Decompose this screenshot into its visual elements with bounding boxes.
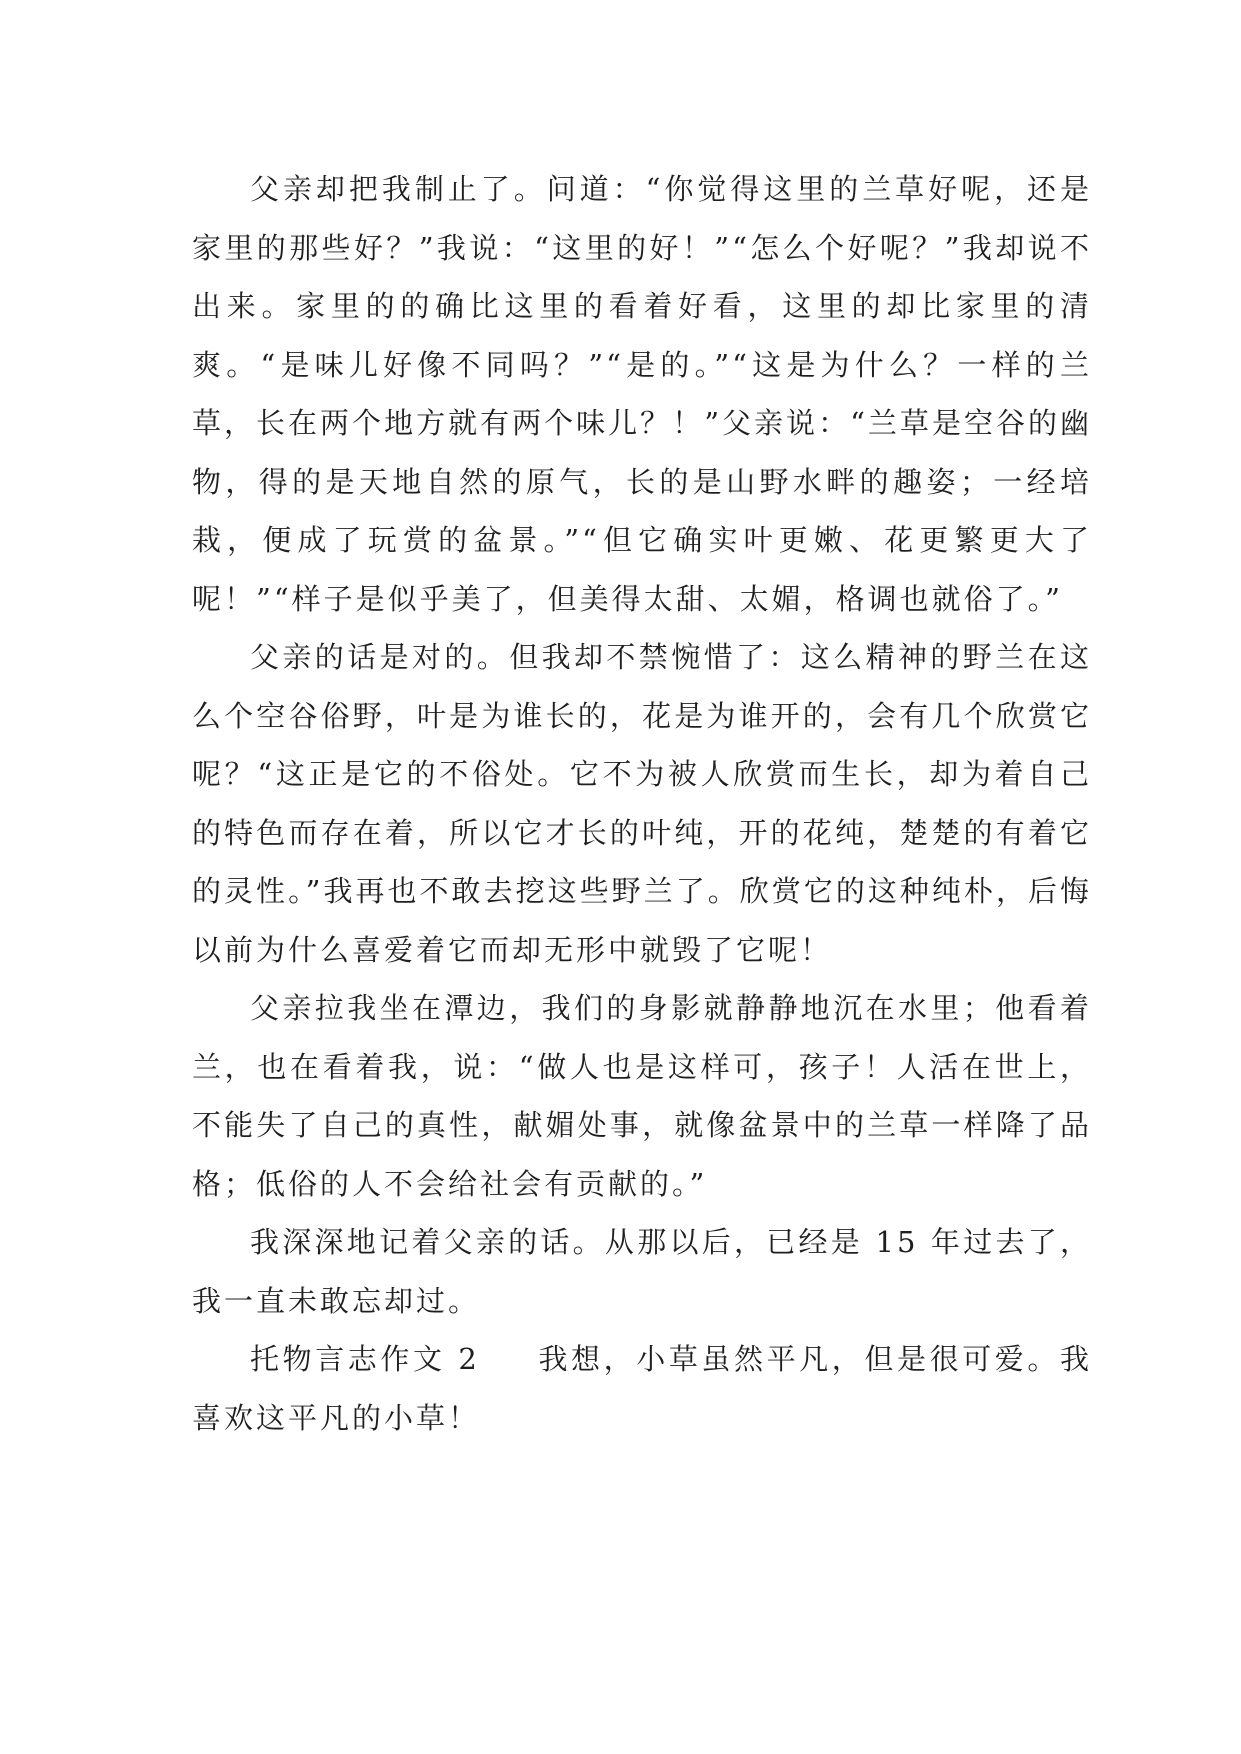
paragraph-1: 父亲却把我制止了。问道：“你觉得这里的兰草好呢，还是家里的那些好？”我说：“这里的好！”“怎么个好呢？”我却说不出来。家里的的确比这里的看着好看，这里的却比家里的清爽。“是味儿好像不同吗？”“是的。”“这是为什么？一样的兰草，长在两个地方就有两个味儿？！”父亲说：“兰草是空谷的幽物，得的是天地自然的原气，长的是山野水畔的趣姿；一经培栽，便成了玩赏的盆景。”“但它确实叶更嫩、花更繁更大了呢！”“样子是似乎美了，但美得太甜、太媚，格调也就俗了。” <box>192 172 1092 616</box>
paragraph-5 <box>192 1330 1092 1447</box>
section-heading: 托物言志作文 2 <box>250 1342 480 1376</box>
document-body <box>192 160 1092 1447</box>
paragraph-2: 父亲的话是对的。但我却不禁惋惜了：这么精神的野兰在这么个空谷俗野，叶是为谁长的，花是为谁开的，会有几个欣赏它呢？“这正是它的不俗处。它不为被人欣赏而生长，却为着自己的特色而存在着，所以它才长的叶纯，开的花纯，楚楚的有着它的灵性。”我再也不敢去挖这些野兰了。欣赏它的这种纯朴，后悔以前为什么喜爱着它而却无形中就毁了它呢！ <box>192 640 1092 967</box>
closing-text: 我想，小草虽然平凡，但是很可爱。我喜欢这平凡的小草！ <box>192 1342 1092 1435</box>
paragraph-3: 父亲拉我坐在潭边，我们的身影就静静地沉在水里；他看着兰，也在看着我，说：“做人也是这样可，孩子！人活在世上，不能失了自己的真性，献媚处事，就像盆景中的兰草一样降了品格；低俗的人不会给社会有贡献的。” <box>192 991 1092 1201</box>
paragraph-4: 我深深地记着父亲的话。从那以后，已经是 15 年过去了，我一直未敢忘却过。 <box>192 1225 1092 1318</box>
